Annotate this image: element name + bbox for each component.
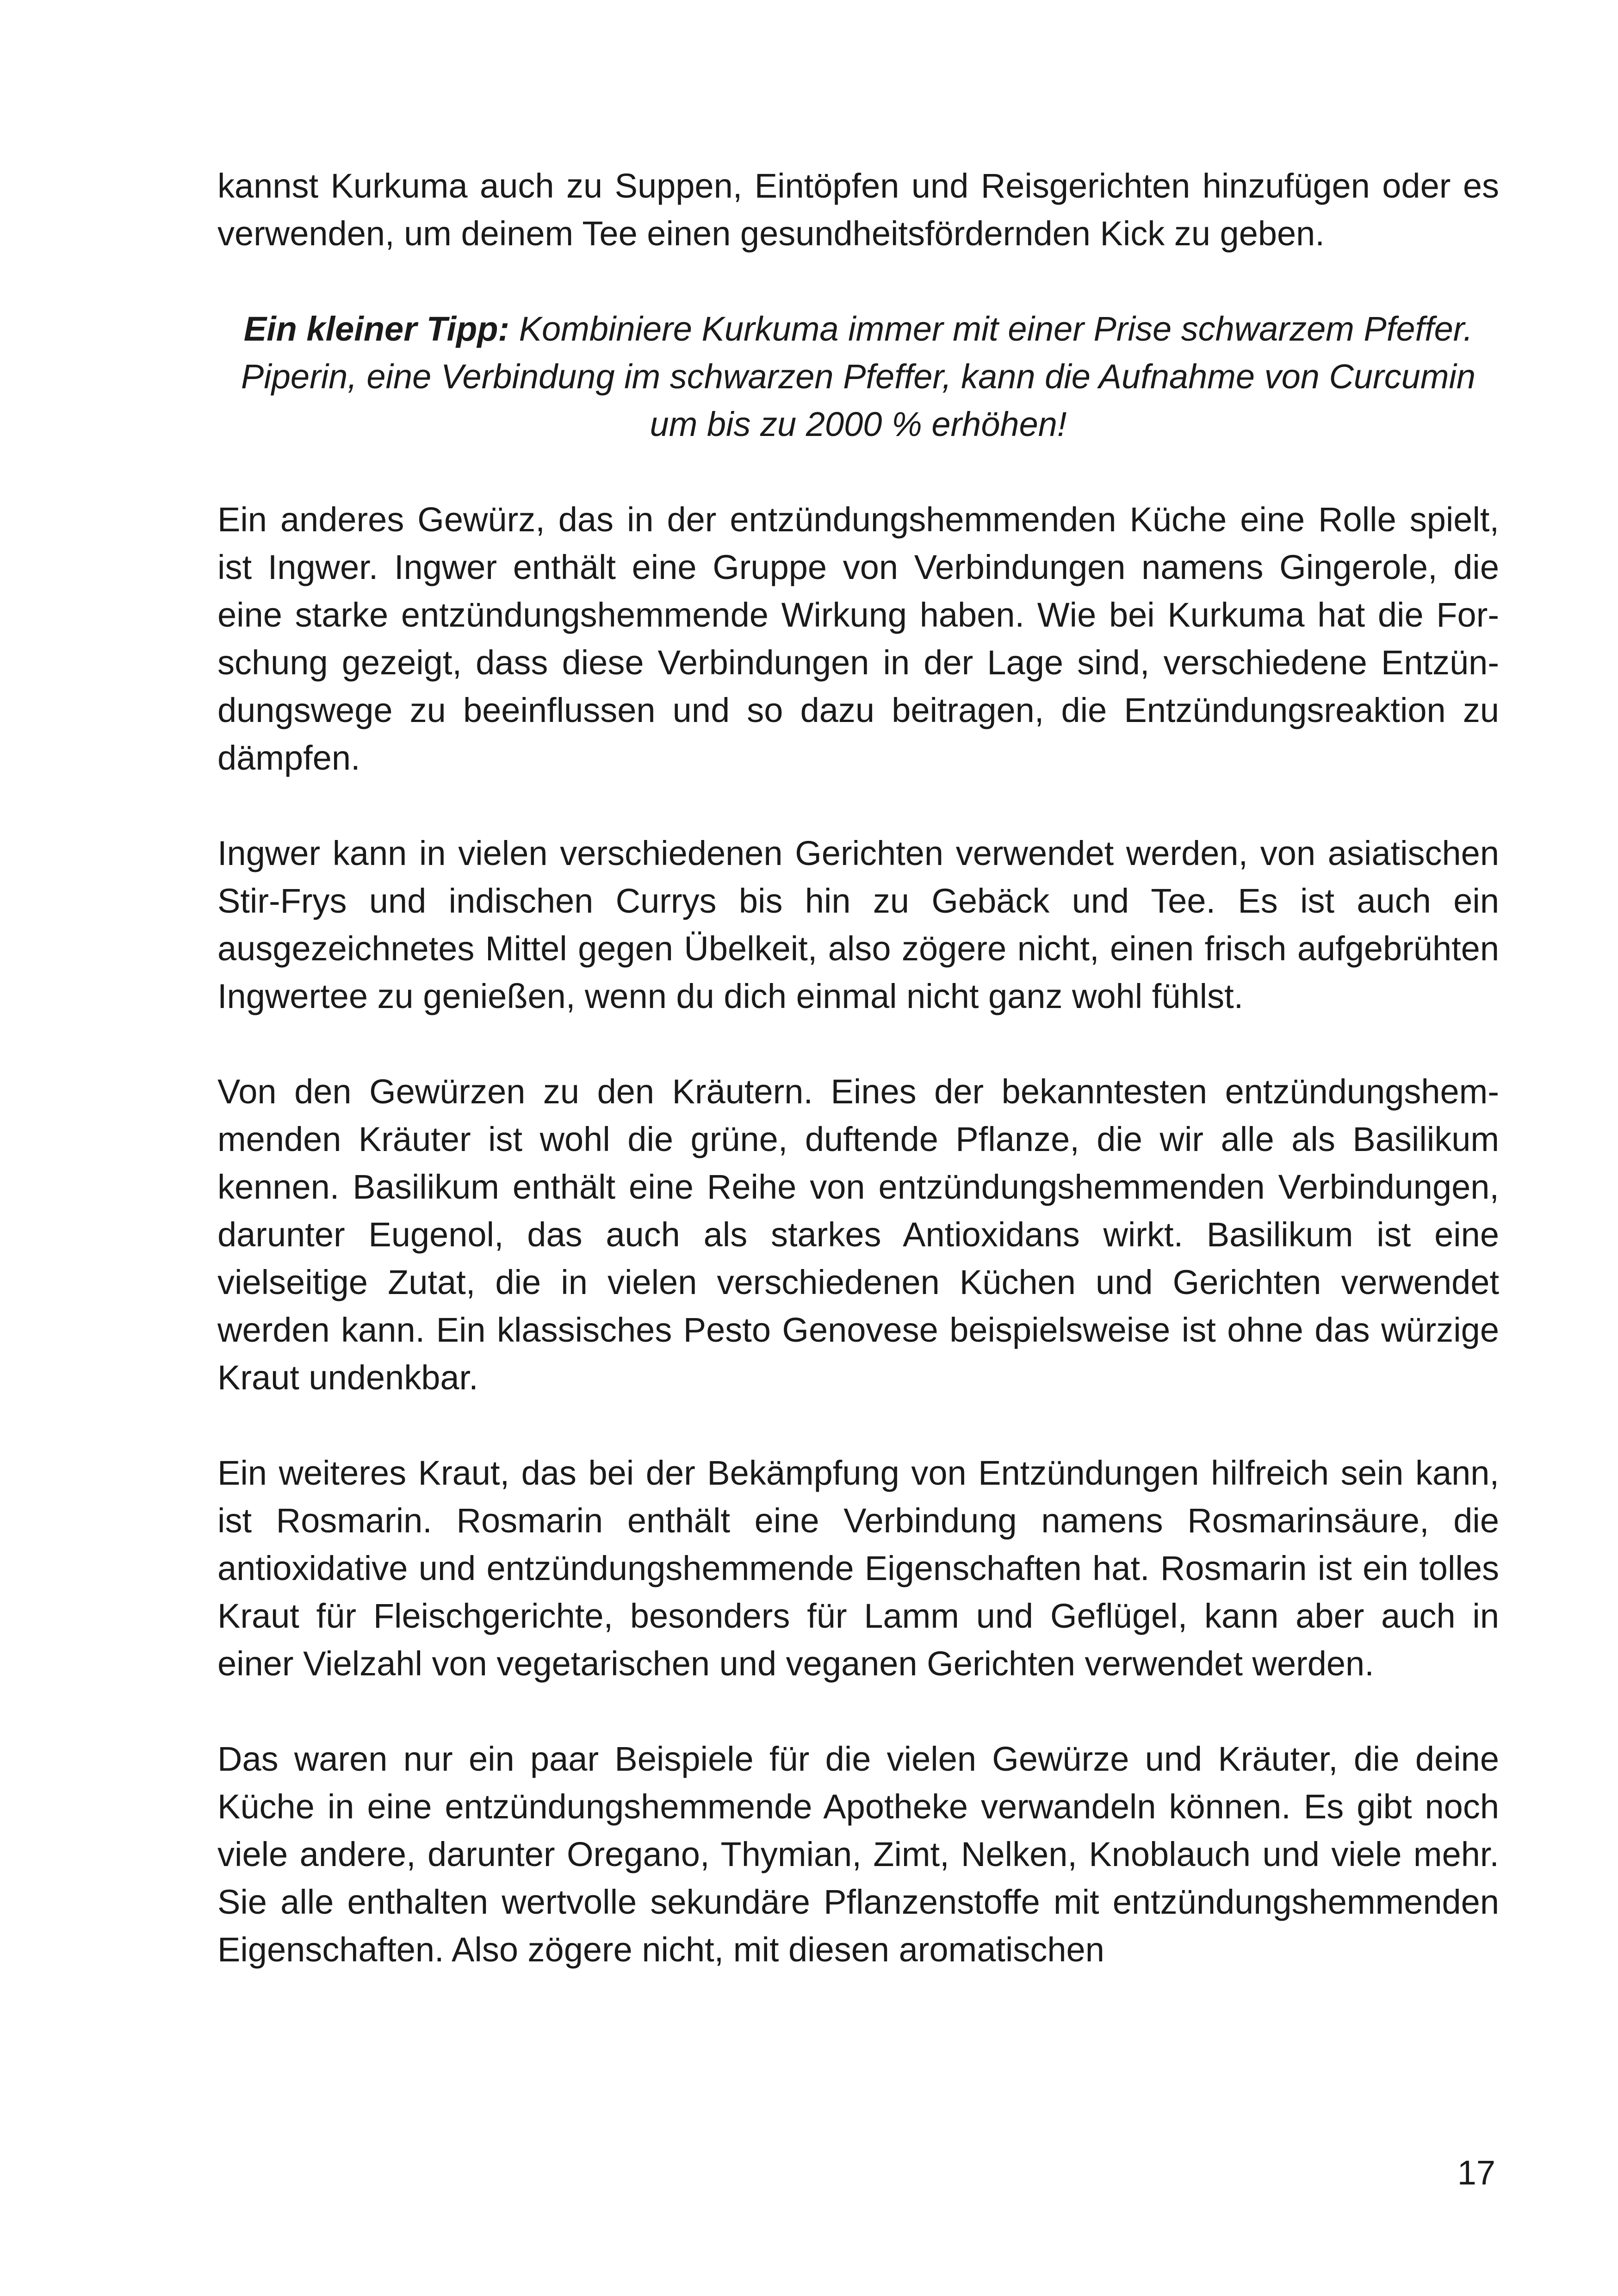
tip-text: Kombiniere Kurkuma immer mit einer Prise schwarzem Pfeffer. Piperin, eine Verbindung im schwarzen Pfeffer, kann die Aufnahme von Curcumin um bis zu 2000 % erhöhen! bbox=[241, 310, 1476, 443]
paragraph-kurkuma-uses: kannst Kurkuma auch zu Suppen, Eintöpfen und Reisgerichten hinzufügen oder es verwenden, um deinem Tee einen gesundheitsfördernden Kick zu geben. bbox=[217, 167, 1499, 253]
tip-label: Ein kleiner Tipp: bbox=[243, 310, 510, 348]
paragraph-ingwer-uses: Ingwer kann in vielen verschiedenen Gerichten verwendet werden, von asiatischen Stir-Frys und indischen Currys bis hin zu Gebäck und Tee. Es ist auch ein ausgezeichnetes Mittel gegen Übelkeit, also zögere nicht, einen frisch aufgebrühten Ingwertee zu genießen, wenn du dich einmal nicht ganz wohl fühlst. bbox=[217, 834, 1499, 1015]
paragraph-basilikum: Von den Gewürzen zu den Kräutern. Eines der bekanntesten entzündungshemmenden Kräuter ist wohl die grüne, duftende Pflanze, die wir alle als Basilikum kennen. Basilikum enthält eine Reihe von entzündungshemmenden Verbindungen, darunter Eugenol, das auch als starkes Antioxidans wirkt. Basilikum ist eine vielseitige Zutat, die in vielen verschiedenen Küchen und Gerichten verwendet werden kann. Ein klassisches Pesto Genovese beispielsweise ist ohne das würzige Kraut undenkbar. bbox=[217, 1072, 1499, 1397]
page-number: 17 bbox=[1457, 2153, 1495, 2192]
page-body bbox=[217, 162, 1499, 1973]
paragraph-ingwer: Ein anderes Gewürz, das in der entzündungshemmenden Küche eine Rolle spielt, ist Ingwer. Ingwer enthält eine Gruppe von Verbindungen namens Gingerole, die eine starke entzündungshemmende Wirkung haben. Wie bei Kurkuma hat die Forschung gezeigt, dass diese Verbindungen in der Lage sind, verschiedene Entzündungswege zu beeinflussen und so dazu beitragen, die Entzündungsreaktion zu dämpfen. bbox=[217, 500, 1499, 777]
paragraph-other-spices: Das waren nur ein paar Beispiele für die vielen Gewürze und Kräuter, die deine Küche in eine entzündungshemmende Apotheke verwandeln können. Es gibt noch viele andere, darunter Oregano, Thymian, Zimt, Nelken, Knoblauch und viele mehr. Sie alle enthalten wertvolle sekundäre Pflanzenstoffe mit entzündungshemmenden Eigenschaften. Also zögere nicht, mit diesen aromatischen bbox=[217, 1740, 1499, 1969]
paragraph-rosmarin: Ein weiteres Kraut, das bei der Bekämpfung von Entzündungen hilfreich sein kann, ist Rosmarin. Rosmarin enthält eine Verbindung namens Rosmarinsäure, die antioxidative und entzündungshemmende Eigenschaften hat. Rosmarin ist ein tolles Kraut für Fleischgerichte, besonders für Lamm und Geflügel, kann aber auch in einer Vielzahl von vegetarischen und veganen Gerichten verwendet werden. bbox=[217, 1454, 1499, 1683]
tip-box bbox=[217, 305, 1499, 448]
